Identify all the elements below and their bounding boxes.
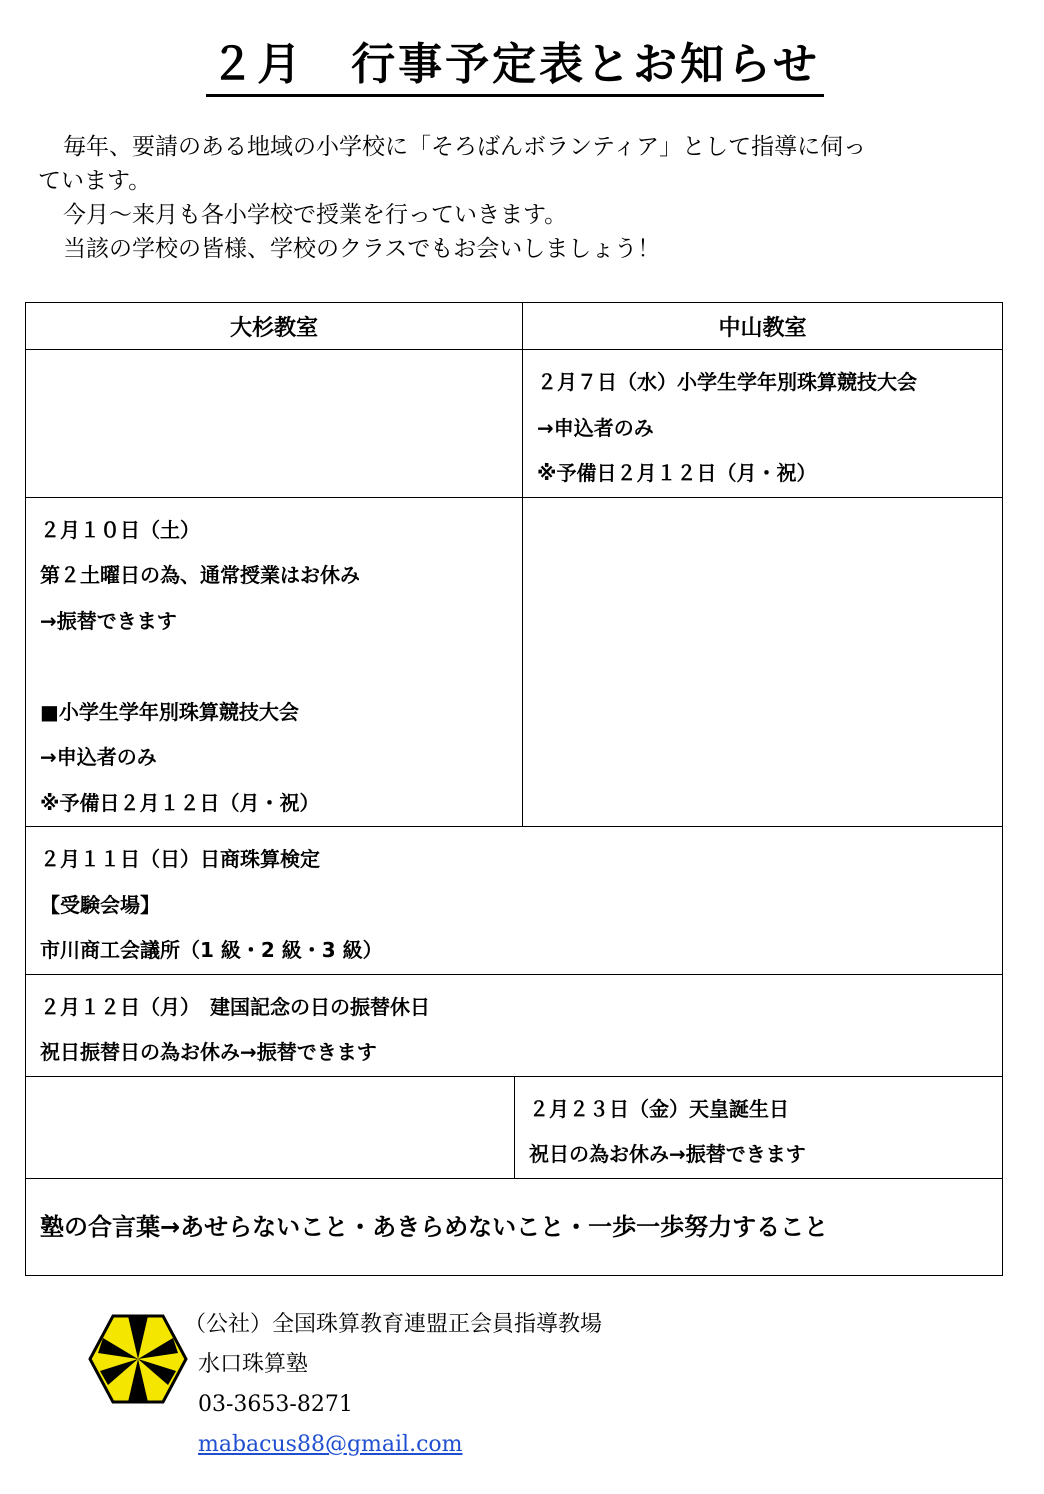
motto-cell: [26, 1178, 1003, 1275]
table-header-row: [26, 303, 1003, 350]
org-name: （公社）全国珠算教育連盟正会員指導教場: [184, 1312, 603, 1337]
header-nakayama: 中山教室: [523, 303, 1003, 350]
oosugi-feb10-cell: [26, 497, 523, 827]
schedule-table: [25, 302, 1003, 1276]
intro-line: 当該の学校の皆様、学校のクラスでもお会いしましょう！: [63, 236, 661, 262]
phone-number: 03-3653-8271: [198, 1392, 353, 1417]
event-line: 第２土曜日の為、通常授業はお休み: [40, 563, 360, 587]
event-line: →申込者のみ: [537, 415, 654, 440]
empty-cell: [26, 1076, 515, 1178]
intro-line: 毎年、要請のある地域の小学校に「そろばんボランティア」として指導に伺っ: [63, 134, 867, 160]
table-row: [26, 497, 1003, 827]
table-row: [26, 974, 1003, 1076]
event-line: ２月１０日（土）: [40, 517, 200, 542]
title-text: ２月 行事予定表とお知らせ: [206, 38, 824, 97]
event-line: ２月１１日（日）日商珠算検定: [40, 847, 320, 871]
event-line: 祝日の為お休み→振替できます: [529, 1142, 806, 1166]
event-line: 市川商工会議所（1 級・2 級・3 級）: [40, 938, 383, 962]
intro-text: [38, 130, 1008, 266]
event-line: →申込者のみ: [40, 745, 157, 769]
school-name: 水口珠算塾: [198, 1352, 309, 1377]
feb12-cell: [26, 974, 1003, 1076]
feb23-cell: [515, 1076, 1003, 1178]
header-oosugi: 大杉教室: [26, 303, 523, 350]
feb11-cell: [26, 827, 1003, 975]
table-row: [26, 1178, 1003, 1275]
event-line: ※予備日２月１２日（月・祝）: [537, 461, 817, 485]
empty-cell: [26, 350, 523, 498]
intro-line: 今月～来月も各小学校で授業を行っていきます。: [63, 202, 568, 228]
event-line: ■小学生学年別珠算競技大会: [40, 699, 299, 724]
event-line: 祝日振替日の為お休み→振替できます: [40, 1040, 377, 1064]
nakayama-feb7-cell: [523, 350, 1003, 498]
motto-text: 塾の合言葉→あせらないこと・あきらめないこと・一歩一歩努力すること: [40, 1212, 829, 1241]
event-line: ２月７日（水）小学生学年別珠算競技大会: [537, 370, 918, 394]
page-title: [0, 38, 1030, 97]
event-line: ２月２３日（金）天皇誕生日: [529, 1096, 789, 1121]
empty-cell: [523, 497, 1003, 827]
table-row: [26, 350, 1003, 498]
spacer: [40, 644, 510, 690]
abacus-logo-icon: [88, 1313, 188, 1405]
intro-line: ています。: [38, 168, 152, 194]
table-row: [26, 1076, 1003, 1178]
table-row: [26, 827, 1003, 975]
email-link[interactable]: mabacus88@gmail.com: [198, 1432, 463, 1457]
event-line: →振替できます: [40, 608, 177, 633]
event-line: 【受験会場】: [40, 892, 160, 917]
event-line: ※予備日２月１２日（月・祝）: [40, 790, 320, 815]
event-line: ２月１２日（月） 建国記念の日の振替休日: [40, 994, 430, 1019]
